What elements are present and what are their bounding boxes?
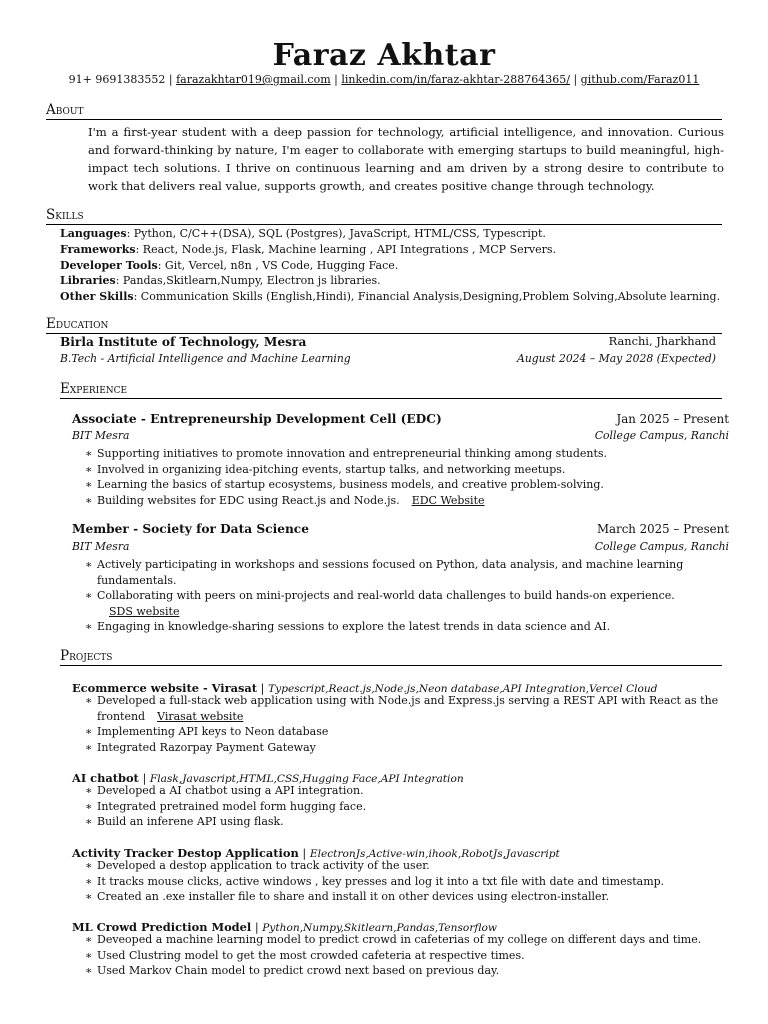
- skill-row: [60, 226, 730, 242]
- skill-value: : Git, Vercel, n8n , VS Code, Hugging Face.: [157, 258, 399, 272]
- skill-label: Frameworks: [60, 242, 136, 256]
- skill-label: Libraries: [60, 274, 116, 288]
- job-title-row: [72, 521, 729, 538]
- job-org: BIT Mesra: [72, 540, 130, 553]
- edc-website-link[interactable]: EDC Website: [411, 493, 485, 507]
- list-item: ∗ Collaborating with peers on mini-projects and real-world data challenges to build hands-on experience. SDS website: [85, 588, 700, 619]
- list-item: ∗ Supporting initiatives to promote innovation and entrepreneurial thinking among students.: [85, 446, 715, 462]
- list-item: ∗ Created an .exe installer file to share and install it on other devices using electron-installer.: [85, 889, 715, 905]
- skills-list: [60, 226, 730, 305]
- list-item: ∗ Developed a AI chatbot using a API integration.: [85, 783, 715, 799]
- job-title: Associate - Entrepreneurship Development Cell (EDC): [72, 412, 442, 426]
- job-place: College Campus, Ranchi: [594, 540, 729, 553]
- list-item: ∗ Developed a destop application to track activity of the user.: [85, 858, 715, 874]
- project-bullets: [85, 858, 715, 905]
- candidate-name: Faraz Akhtar: [272, 38, 496, 73]
- list-item: ∗ Involved in organizing idea-pitching events, startup talks, and networking meetups.: [85, 462, 715, 478]
- project-bullets: [85, 693, 721, 755]
- section-heading-skills: Skills: [46, 206, 722, 225]
- school-name: Birla Institute of Technology, Mesra: [60, 335, 307, 349]
- degree-row: [60, 352, 716, 367]
- school-location: Ranchi, Jharkhand: [608, 334, 716, 348]
- job-org: BIT Mesra: [72, 429, 130, 442]
- list-item: ∗ Used Markov Chain model to predict crowd next based on previous day.: [85, 963, 725, 979]
- job-org-row: [72, 429, 729, 444]
- project-bullets: [85, 932, 725, 979]
- list-item: ∗ Developed a full-stack web application using with Node.js and Express.js serving a REST API with React as the frontend Virasat website: [85, 693, 721, 724]
- job-org-row: [72, 540, 729, 555]
- list-item: ∗ Build an inferene API using flask.: [85, 814, 715, 830]
- list-item: ∗ Implementing API keys to Neon database: [85, 724, 721, 740]
- education-row: [60, 334, 716, 351]
- section-heading-education: Education: [46, 315, 722, 334]
- phone: 91+ 9691383552: [68, 73, 166, 86]
- job-bullets: [85, 557, 700, 635]
- skill-row: [60, 258, 730, 274]
- separator: |: [168, 73, 173, 86]
- job-dates: March 2025 – Present: [596, 522, 729, 536]
- list-item: ∗ Building websites for EDC using React.js and Node.js. EDC Website: [85, 493, 715, 509]
- degree: B.Tech - Artificial Intelligence and Machine Learning: [60, 352, 351, 365]
- skill-row: [60, 273, 730, 289]
- section-heading-projects: Projects: [60, 647, 722, 666]
- list-item: ∗ Deveoped a machine learning model to predict crowd in cafeterias of my college on different days and time.: [85, 932, 725, 948]
- skill-value: : Communication Skills (English,Hindi), Financial Analysis,Designing,Problem Solving,Absolute learning.: [133, 290, 721, 304]
- about-text: I'm a first-year student with a deep passion for technology, artificial intelligence, and innovation. Curious and forward-thinking by nature, I'm eager to collaborate with emerging startups to build meaningful, high-impact tech solutions. I thrive on continuous learning and am driven by a strong desire to contribute to work that delivers real value, supports growth, and creates positive change through technology.: [88, 125, 724, 193]
- skill-value: : React, Node.js, Flask, Machine learning , API Integrations , MCP Servers.: [135, 242, 557, 256]
- job-place: College Campus, Ranchi: [594, 429, 729, 442]
- list-item: ∗ Engaging in knowledge-sharing sessions to explore the latest trends in data science and AI.: [85, 619, 700, 635]
- list-item: ∗ Integrated pretrained model form hugging face.: [85, 799, 715, 815]
- list-item: ∗ Used Clustring model to get the most crowded cafeteria at respective times.: [85, 948, 725, 964]
- project-title: Activity Tracker Destop Application | ElectronJs,Active-win,ihook,RobotJs,Javascript: [72, 846, 560, 860]
- list-item: ∗ It tracks mouse clicks, active windows , key presses and log it into a txt file with date and timestamp.: [85, 874, 715, 890]
- list-item: ∗ Learning the basics of startup ecosystems, business models, and creative problem-solving.: [85, 477, 715, 493]
- linkedin-link[interactable]: linkedin.com/in/faraz-akhtar-288764365/: [341, 73, 570, 86]
- skill-value: : Python, C/C++(DSA), SQL (Postgres), JavaScript, HTML/CSS, Typescript.: [126, 227, 546, 240]
- job-title: Member - Society for Data Science: [72, 522, 309, 536]
- github-link[interactable]: github.com/Faraz011: [580, 73, 700, 86]
- job-dates: Jan 2025 – Present: [616, 412, 729, 426]
- skill-label: Developer Tools: [60, 258, 158, 272]
- job-title-row: [72, 411, 729, 428]
- project-title: ML Crowd Prediction Model | Python,Numpy,Skitlearn,Pandas,Tensorflow: [72, 920, 497, 934]
- separator: |: [573, 73, 578, 86]
- list-item: ∗ Actively participating in workshops and sessions focused on Python, data analysis, and machine learning fundamentals.: [85, 557, 700, 588]
- education-dates: August 2024 – May 2028 (Expected): [517, 352, 716, 365]
- separator: |: [334, 73, 338, 86]
- list-item: ∗ Integrated Razorpay Payment Gateway: [85, 740, 721, 756]
- skill-label: Languages: [60, 227, 127, 240]
- sds-website-link[interactable]: SDS website: [109, 604, 180, 618]
- contact-line: [0, 72, 768, 87]
- project-title: AI chatbot | Flask,Javascript,HTML,CSS,Hugging Face,API Integration: [72, 771, 464, 785]
- job-bullets: [85, 446, 715, 508]
- section-heading-experience: Experience: [60, 380, 722, 399]
- project-bullets: [85, 783, 715, 830]
- skill-label: Other Skills: [60, 290, 134, 304]
- skill-row: [60, 289, 730, 305]
- skill-value: : Pandas,Skitlearn,Numpy, Electron js libraries.: [115, 274, 381, 288]
- virasat-website-link[interactable]: Virasat website: [157, 709, 244, 723]
- project-title: Ecommerce website - Virasat | Typescript,React.js,Node.js,Neon database,API Integration,Vercel Cloud: [72, 681, 658, 695]
- skill-row: [60, 242, 730, 258]
- section-heading-about: About: [46, 101, 722, 120]
- email-link[interactable]: farazakhtar019@gmail.com: [176, 73, 331, 86]
